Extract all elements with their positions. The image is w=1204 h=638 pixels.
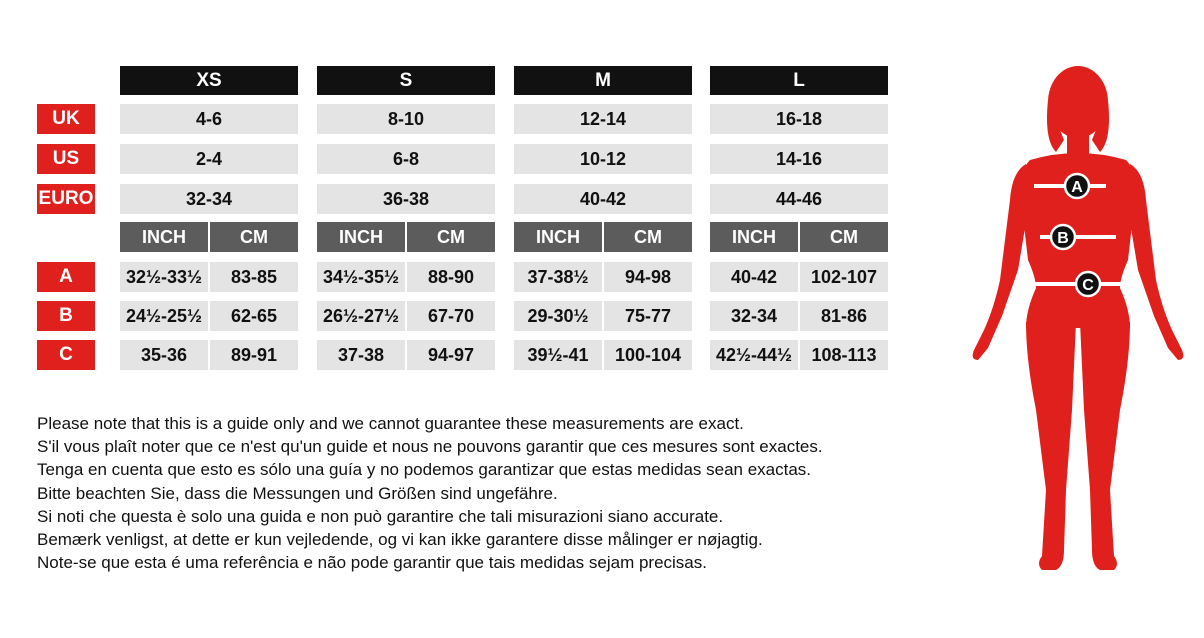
marker-b (1051, 225, 1075, 249)
size-header-l: L (710, 66, 888, 95)
b-inch-xs: 24½-25½ (120, 301, 208, 331)
c-cm-xs: 89-91 (210, 340, 298, 370)
us-size-xs: 2-4 (120, 144, 298, 174)
disclaimer-notes (37, 412, 823, 574)
inch-header-l: INCH (710, 222, 798, 252)
euro-size-s: 36-38 (317, 184, 495, 214)
note-line-en: Please note that this is a guide only and we cannot guarantee these measurements are exact. (37, 414, 744, 433)
cm-header-l: CM (800, 222, 888, 252)
note-line-es: Tenga en cuenta que esto es sólo una guía y no podemos garantizar que estas medidas sean exactas. (37, 460, 812, 480)
svg-text:C: C (1082, 277, 1094, 294)
row-label-a: A (37, 262, 95, 292)
b-inch-l: 32-34 (710, 301, 798, 331)
c-cm-s: 94-97 (407, 340, 495, 370)
b-inch-m: 29-30½ (514, 301, 602, 331)
euro-size-m: 40-42 (514, 184, 692, 214)
a-cm-xs: 83-85 (210, 262, 298, 292)
b-cm-l: 81-86 (800, 301, 888, 331)
b-cm-s: 67-70 (407, 301, 495, 331)
c-inch-l: 42½-44½ (710, 340, 798, 370)
marker-c (1076, 272, 1100, 296)
row-label-us: US (37, 144, 95, 174)
note-line-pt: Note-se que esta é uma referência e não pode garantir que tais medidas sejam precisas. (37, 553, 707, 573)
c-inch-m: 39½-41 (514, 340, 602, 370)
uk-size-m: 12-14 (514, 104, 692, 134)
cm-header-m: CM (604, 222, 692, 252)
a-cm-m: 94-98 (604, 262, 692, 292)
svg-text:B: B (1057, 230, 1069, 247)
inch-header-xs: INCH (120, 222, 208, 252)
inch-header-s: INCH (317, 222, 405, 252)
size-header-s: S (317, 66, 495, 95)
row-label-c: C (37, 340, 95, 370)
cm-header-s: CM (407, 222, 495, 252)
inch-header-m: INCH (514, 222, 602, 252)
marker-a (1065, 174, 1089, 198)
body-measurement-figure (960, 60, 1200, 580)
us-size-m: 10-12 (514, 144, 692, 174)
c-inch-xs: 35-36 (120, 340, 208, 370)
row-label-b: B (37, 301, 95, 331)
note-line-fr: S'il vous plaît noter que ce n'est qu'un guide et nous ne pouvons garantir que ces mesures sont exactes. (37, 437, 823, 457)
size-header-m: M (514, 66, 692, 95)
row-label-uk: UK (37, 104, 95, 134)
euro-size-xs: 32-34 (120, 184, 298, 214)
b-cm-m: 75-77 (604, 301, 692, 331)
us-size-s: 6-8 (317, 144, 495, 174)
c-inch-s: 37-38 (317, 340, 405, 370)
a-cm-l: 102-107 (800, 262, 888, 292)
row-label-euro: EURO (37, 184, 95, 214)
c-cm-m: 100-104 (604, 340, 692, 370)
note-line-da: Bemærk venligst, at dette er kun vejledende, og vi kan ikke garantere disse målinger er nøjagtig. (37, 530, 763, 550)
uk-size-l: 16-18 (710, 104, 888, 134)
a-inch-m: 37-38½ (514, 262, 602, 292)
body-silhouette (973, 66, 1184, 570)
c-cm-l: 108-113 (800, 340, 888, 370)
a-inch-xs: 32½-33½ (120, 262, 208, 292)
a-inch-s: 34½-35½ (317, 262, 405, 292)
size-header-xs: XS (120, 66, 298, 95)
uk-size-s: 8-10 (317, 104, 495, 134)
uk-size-xs: 4-6 (120, 104, 298, 134)
b-inch-s: 26½-27½ (317, 301, 405, 331)
b-cm-xs: 62-65 (210, 301, 298, 331)
note-line-de: Bitte beachten Sie, dass die Messungen und Größen sind ungefähre. (37, 483, 558, 503)
cm-header-xs: CM (210, 222, 298, 252)
svg-text:A: A (1071, 179, 1083, 196)
euro-size-l: 44-46 (710, 184, 888, 214)
a-inch-l: 40-42 (710, 262, 798, 292)
us-size-l: 14-16 (710, 144, 888, 174)
note-line-it: Si noti che questa è solo una guida e non può garantire che tali misurazioni siano accurate. (37, 506, 724, 526)
a-cm-s: 88-90 (407, 262, 495, 292)
